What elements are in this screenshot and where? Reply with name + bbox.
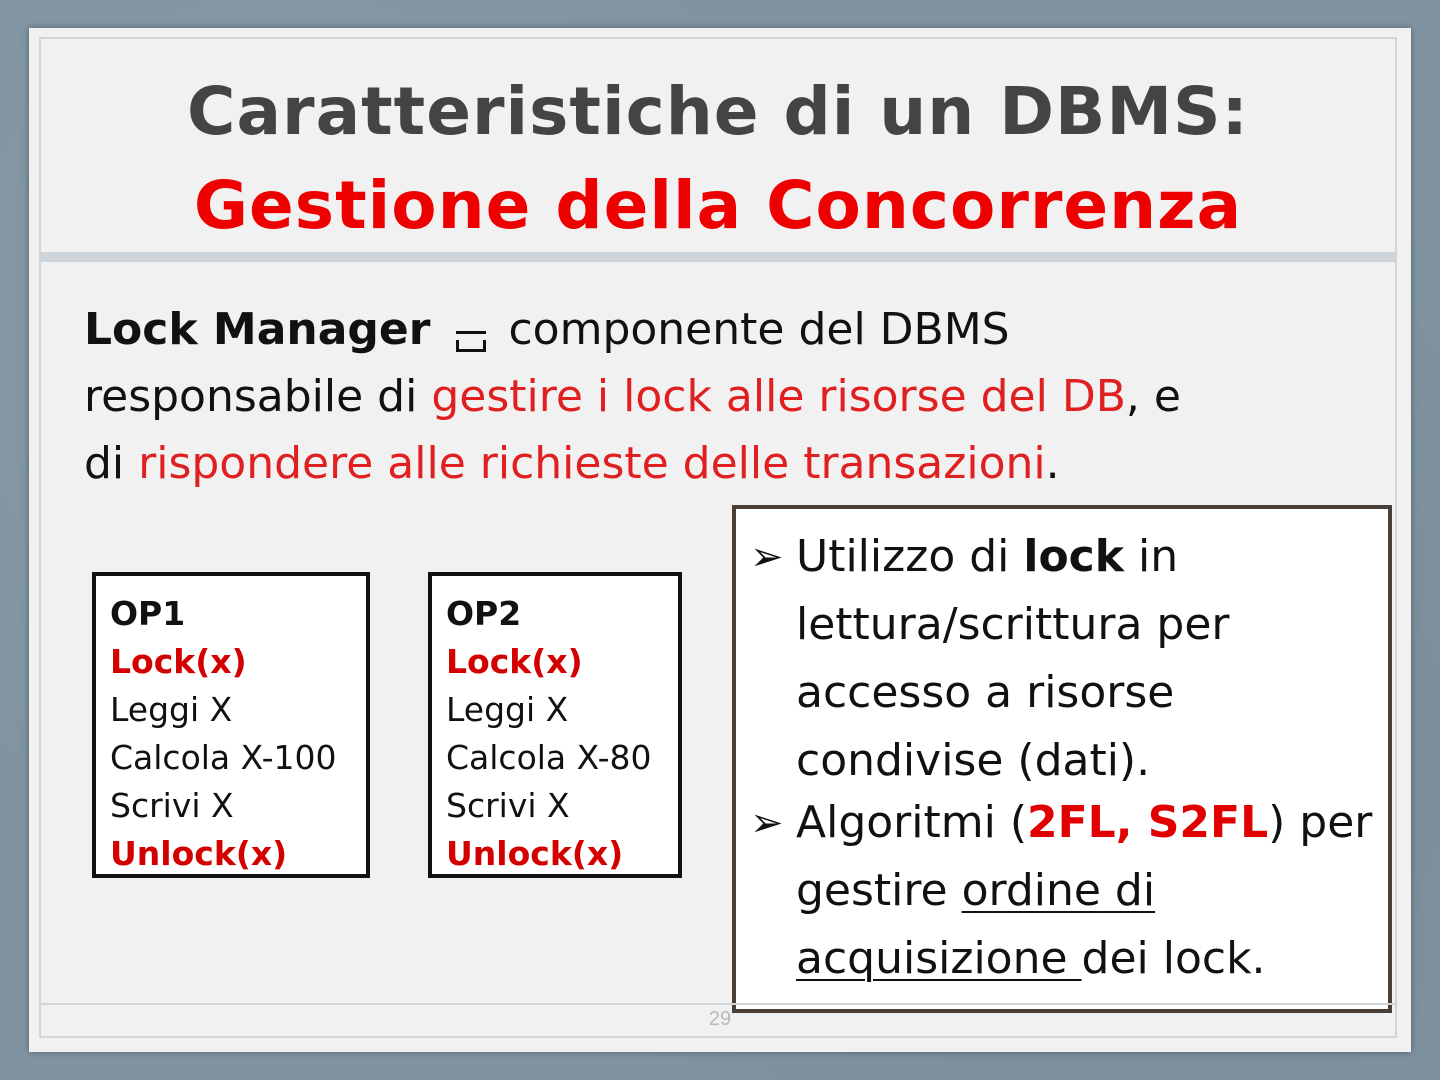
title-area — [41, 39, 1395, 251]
title-line-2: Gestione della Concorrenza — [193, 167, 1243, 244]
op2-lock: Lock(x) — [446, 642, 583, 681]
bullet-1-end: in lettura/scrittura per accesso a risorse condivise (dati). — [796, 531, 1230, 786]
placeholder-glyph-icon — [456, 340, 486, 352]
op1-box — [92, 572, 370, 878]
intro-term: Lock Manager — [84, 304, 431, 355]
op2-compute: Calcola X-80 — [446, 738, 652, 777]
intro-line3-red: rispondere alle richieste delle transazioni — [138, 438, 1046, 489]
intro-paragraph — [84, 296, 1374, 497]
bullet-1-bold: lock — [1023, 531, 1125, 582]
bullet-2-underline: ordine di acquisizione — [796, 865, 1156, 984]
arrow-bullet-icon: ➢ — [750, 534, 784, 580]
bullet-2-text — [796, 789, 1380, 993]
op2-read: Leggi X — [446, 690, 569, 729]
bullet-2-mid: ) per gestire — [796, 797, 1373, 916]
intro-line2-start: responsabile di — [84, 371, 432, 422]
op2-title: OP2 — [446, 594, 522, 633]
bullet-2-start: Algoritmi ( — [796, 797, 1027, 848]
intro-line2-end: , e — [1125, 371, 1181, 422]
intro-rest: componente del DBMS — [508, 304, 1010, 355]
intro-line3-end: . — [1045, 438, 1060, 489]
bullet-1-start: Utilizzo di — [796, 531, 1024, 582]
bullet-1-text — [796, 523, 1380, 795]
bullet-2-red: 2FL, S2FL — [1026, 797, 1269, 848]
op1-lock: Lock(x) — [110, 642, 247, 681]
intro-line2-red: gestire i lock alle risorse del DB — [431, 371, 1126, 422]
title-line-1: Caratteristiche di un DBMS: — [187, 73, 1249, 150]
op1-compute: Calcola X-100 — [110, 738, 337, 777]
op2-write: Scrivi X — [446, 786, 570, 825]
page-number: 29 — [708, 1008, 732, 1030]
bullet-2-end: dei lock. — [1081, 933, 1266, 984]
title-divider — [41, 252, 1395, 262]
op2-unlock: Unlock(x) — [446, 834, 624, 873]
slide — [29, 28, 1411, 1052]
arrow-bullet-icon: ➢ — [750, 800, 784, 846]
op2-box — [428, 572, 682, 878]
op1-write: Scrivi X — [110, 786, 234, 825]
info-box — [732, 505, 1392, 1013]
op1-read: Leggi X — [110, 690, 233, 729]
footer-divider — [41, 1003, 1395, 1005]
op1-title: OP1 — [110, 594, 186, 633]
op1-unlock: Unlock(x) — [110, 834, 288, 873]
intro-line3-start: di — [84, 438, 139, 489]
